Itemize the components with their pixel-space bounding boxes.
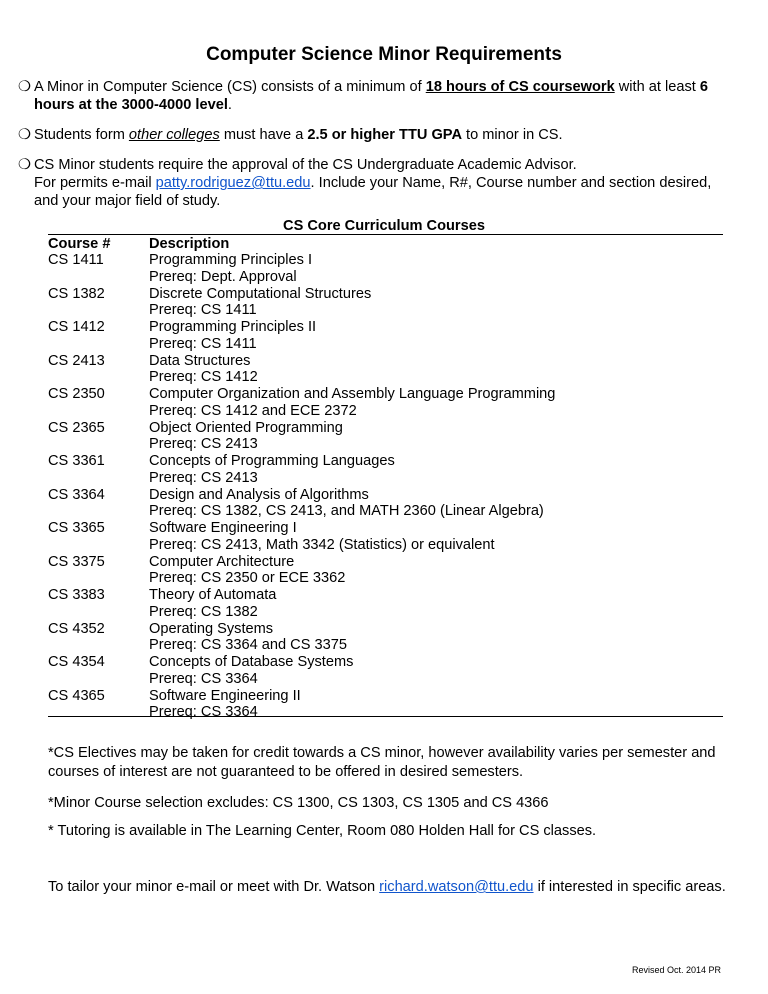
table-row bbox=[48, 520, 723, 554]
bullet-emphasis: 2.5 or higher TTU GPA bbox=[307, 127, 462, 143]
course-name: Object Oriented Programming bbox=[149, 419, 343, 436]
bullet-text: A Minor in Computer Science (CS) consists of a minimum of bbox=[34, 79, 426, 95]
table-row bbox=[48, 319, 723, 353]
course-name: Software Engineering II bbox=[149, 687, 301, 704]
course-description bbox=[149, 520, 719, 554]
course-code: CS 4352 bbox=[48, 620, 105, 637]
course-prereq: Prereq: CS 1412 bbox=[149, 369, 258, 386]
course-code: CS 3365 bbox=[48, 520, 105, 536]
electives-note: *CS Electives may be taken for credit towards a CS minor, however availability varies per semester and courses of interest are not guaranteed to be offered in desired semesters. bbox=[48, 745, 716, 780]
course-name: Operating Systems bbox=[149, 620, 274, 637]
course-code: CS 3361 bbox=[48, 453, 105, 469]
course-name: Programming Principles I bbox=[149, 252, 313, 268]
bullet-text: must have a bbox=[219, 127, 308, 143]
bullet-text: CS Minor students require the approval of the CS Undergraduate Academic Advisor. bbox=[34, 157, 577, 173]
table-top-rule bbox=[48, 234, 723, 235]
course-name: Concepts of Database Systems bbox=[149, 654, 354, 670]
contact-text: if interested in specific areas. bbox=[533, 879, 726, 895]
course-description bbox=[149, 587, 719, 621]
course-table bbox=[48, 252, 723, 721]
course-name: Data Structures bbox=[149, 352, 251, 369]
bullet-text: to minor in CS. bbox=[462, 127, 563, 143]
course-description bbox=[149, 353, 719, 387]
bullet-text: with at least bbox=[614, 79, 700, 95]
table-title: CS Core Curriculum Courses bbox=[283, 218, 485, 234]
course-name: Computer Architecture bbox=[149, 553, 295, 570]
course-prereq: Prereq: CS 1412 and ECE 2372 bbox=[149, 402, 357, 419]
table-row bbox=[48, 587, 723, 621]
course-description bbox=[149, 319, 719, 353]
course-description bbox=[149, 252, 719, 286]
course-prereq: Prereq: CS 2413 bbox=[149, 469, 258, 486]
bullet-text: For permits e-mail bbox=[34, 175, 156, 191]
advisor-email-link[interactable]: patty.rodriguez@ttu.edu bbox=[155, 175, 311, 191]
course-prereq: Prereq: CS 1411 bbox=[149, 302, 257, 319]
table-row bbox=[48, 487, 723, 521]
course-code: CS 4354 bbox=[48, 654, 105, 670]
circle-bullet-icon: ❍ bbox=[18, 127, 32, 143]
course-prereq: Prereq: CS 3364 and CS 3375 bbox=[149, 637, 347, 654]
course-name: Computer Organization and Assembly Language Programming bbox=[149, 386, 556, 402]
course-code: CS 1382 bbox=[48, 285, 105, 302]
course-prereq: Prereq: CS 2413 bbox=[149, 436, 258, 453]
course-prereq: Prereq: CS 2413, Math 3342 (Statistics) or equivalent bbox=[149, 536, 495, 553]
course-code: CS 1411 bbox=[48, 252, 104, 268]
course-prereq: Prereq: CS 3364 bbox=[149, 670, 258, 687]
course-description bbox=[149, 420, 719, 454]
course-name: Design and Analysis of Algorithms bbox=[149, 486, 369, 503]
course-code: CS 3375 bbox=[48, 553, 105, 570]
bullet-emphasis: 18 hours of CS coursework bbox=[425, 79, 615, 95]
contact-note bbox=[48, 878, 728, 897]
course-code: CS 4365 bbox=[48, 687, 105, 704]
course-description bbox=[149, 487, 719, 521]
exclusions-note: *Minor Course selection excludes: CS 1300, CS 1303, CS 1305 and CS 4366 bbox=[48, 795, 549, 811]
course-description bbox=[149, 654, 719, 688]
bullet-text: . Include your Name, R#, Course number and section desired, and your major field of study. bbox=[34, 175, 712, 209]
page-title: Computer Science Minor Requirements bbox=[206, 44, 562, 65]
revised-date: Revised Oct. 2014 PR bbox=[631, 965, 721, 975]
requirement-bullet-approval bbox=[18, 156, 730, 210]
course-code: CS 1412 bbox=[48, 319, 105, 335]
table-row bbox=[48, 386, 723, 420]
course-prereq: Prereq: CS 2350 or ECE 3362 bbox=[149, 570, 346, 587]
table-bottom-rule bbox=[48, 716, 723, 717]
course-code: CS 3383 bbox=[48, 587, 105, 603]
course-code: CS 3364 bbox=[48, 486, 105, 503]
course-description bbox=[149, 554, 719, 588]
bullet-text: Students form bbox=[34, 127, 129, 143]
course-description bbox=[149, 453, 719, 487]
course-name: Theory of Automata bbox=[149, 587, 277, 603]
circle-bullet-icon: ❍ bbox=[18, 79, 32, 95]
course-code: CS 2350 bbox=[48, 386, 105, 402]
table-row bbox=[48, 286, 723, 320]
table-row bbox=[48, 252, 723, 286]
bullet-emphasis: other colleges bbox=[128, 127, 220, 143]
requirement-bullet-hours bbox=[18, 78, 730, 114]
bullet-emphasis: 6 hours at the 3000-4000 level bbox=[34, 79, 708, 113]
course-prereq: Prereq: CS 3364 bbox=[149, 704, 258, 721]
table-row bbox=[48, 353, 723, 387]
course-name: Discrete Computational Structures bbox=[149, 285, 372, 302]
course-name: Programming Principles II bbox=[149, 319, 317, 335]
bullet-text: . bbox=[227, 97, 232, 113]
course-description bbox=[149, 286, 719, 320]
course-prereq: Prereq: CS 1411 bbox=[149, 335, 257, 352]
table-row bbox=[48, 420, 723, 454]
course-code: CS 2413 bbox=[48, 352, 105, 369]
tutoring-note: * Tutoring is available in The Learning Center, Room 080 Holden Hall for CS classes. bbox=[48, 823, 597, 839]
circle-bullet-icon: ❍ bbox=[18, 157, 32, 173]
table-row bbox=[48, 654, 723, 688]
column-header-course: Course # bbox=[48, 236, 111, 252]
watson-email-link[interactable]: richard.watson@ttu.edu bbox=[379, 879, 534, 895]
requirement-bullet-gpa bbox=[18, 126, 730, 144]
course-prereq: Prereq: Dept. Approval bbox=[149, 268, 297, 285]
course-name: Concepts of Programming Languages bbox=[149, 453, 395, 469]
contact-text: To tailor your minor e-mail or meet with Dr. Watson bbox=[48, 879, 380, 895]
course-description bbox=[149, 386, 719, 420]
table-row bbox=[48, 621, 723, 655]
table-row bbox=[48, 554, 723, 588]
course-prereq: Prereq: CS 1382 bbox=[149, 603, 258, 620]
column-header-description: Description bbox=[149, 236, 230, 252]
course-name: Software Engineering I bbox=[149, 520, 297, 536]
course-prereq: Prereq: CS 1382, CS 2413, and MATH 2360 (Linear Algebra) bbox=[149, 503, 544, 520]
course-code: CS 2365 bbox=[48, 419, 105, 436]
course-description bbox=[149, 621, 719, 655]
table-row bbox=[48, 453, 723, 487]
